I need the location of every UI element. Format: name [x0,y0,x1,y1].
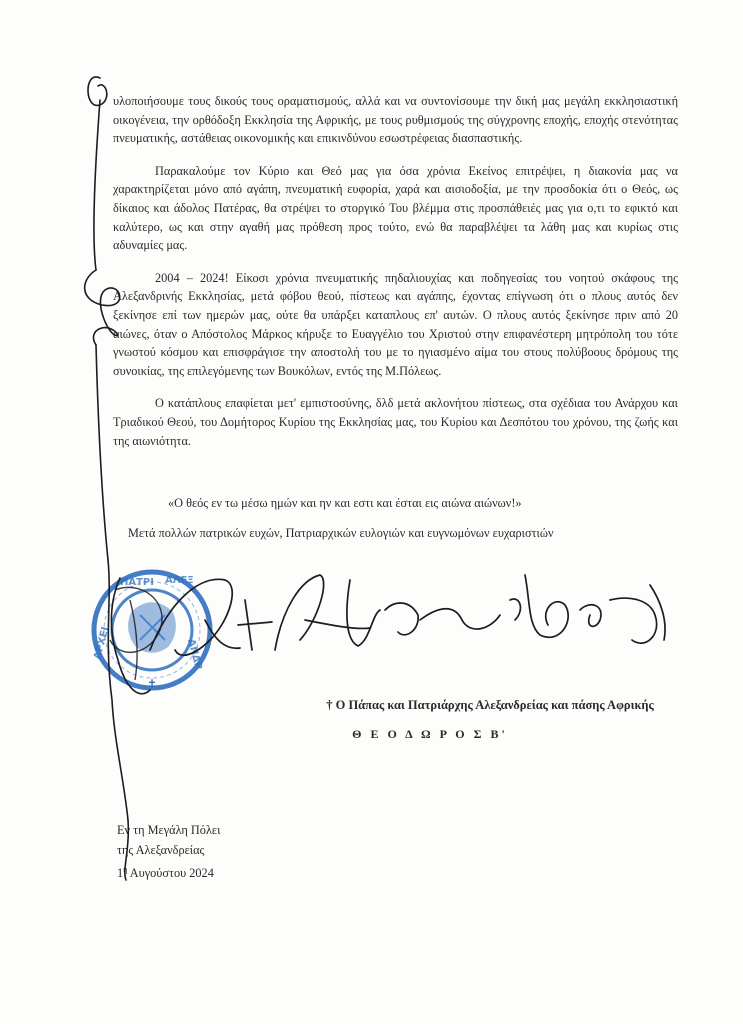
place-line-2: της Αλεξανδρείας [117,843,205,857]
svg-text:✝: ✝ [147,677,158,691]
signatory-title: † Ο Πάπας και Πατριάρχης Αλεξανδρείας και πάσης Αφρικής [326,698,654,712]
paragraph-1: υλοποιήσουμε τους δικούς τους οραματισμούς, αλλά και να συντονίσουμε την δική μας μεγάλη εκκλησιαστική οικογένεια, την ορθόδοξη Εκκλησία της Αφρικής, με τους ρυθμισμούς της σύγχρονης εποχής, εποχής στενότητας πνευματικής, αστάθειας οικονομικής και επικινδύνου εσωστρέφειας διασπαστικής. [113,94,678,146]
closing-salutation: Μετά πολλών πατρικών ευχών, Πατριαρχικών ευλογιών και ευγνωμόνων ευχαριστιών [128,526,554,540]
paragraph-4: Ο κατάπλους επαφίεται μετ' εμπιστοσύνης, δλδ μετά ακλονήτου πίστεως, στα σχέδιαα του Ανάρχου και Τριαδικού Θεού, του Δομήτορος Κυρίου της Εκκλησίας μας, του Κυρίου και Δεσπότου του χρόνου, της ζωής και της αιωνιότητα. [113,396,678,448]
date-month-year: Αυγούστου 2024 [127,866,214,881]
place-line-1: Εν τη Μεγάλη Πόλει [117,823,221,837]
handwritten-signature [150,575,665,655]
date-day: 1 [117,866,124,881]
margin-flourish-signature [85,77,150,880]
signatory-name: Θ Ε Ο Δ Ω Ρ Ο Σ Β' [352,727,508,741]
paragraph-3: 2004 – 2024! Είκοσι χρόνια πνευματικής πηδαλιουχίας και ποδηγεσίας του νοητού σκάφους της Αλεξανδρινής Εκκλησίας, μετά φόβου θεού, πίστεως και αγάπης, έχοντας επίγνωση ότι ο πλους αυτός δεν ξεκίνησε επί των ημερών μας, ούτε θα υπάρξει καταπλους επ' αυτών. Ο πλους αυτός ξεκίνησε πριν από 20 αιώνες, όταν ο Απόστολος Μάρκος κήρυξε το Ευαγγέλιο του Χριστού στην επιφανέστερη μητρόπολη του τότε γνωστού κόσμου και επισφράγισε την αποστολή του με το ηγιασμένο αίμα του στους πολύβοους δρόμους της συνοικίας, της επιλεγόμενης των Βουκόλων, εντός της Μ.Πόλεως. [113,270,678,378]
paragraph-2: Παρακαλούμε τον Κύριο και Θεό μας για όσα χρόνια Εκείνος επιτρέψει, η διακονία μας να χαρακτηρίζεται μόνο από αγάπη, πνευματική ευφορία, χαρά και αισιοδοξία, με την προσδοκία ότι ο Θεός, ως δίκαιος και άδολος Πατέρας, θα στρέψει το στοργικό Του βλέμμα στις προσπάθειές μας για ο,τι το εφικτό και καλύτερο, ως και στην αγαθή μας πρόθεση προς τούτο, ενώ θα παραβλέψει τα λάθη μας και κυρίως στις αδυναμίες μας. [113,163,678,253]
svg-text:ΑΡΧΕΙ: ΑΡΧΕΙ [92,625,112,661]
doxology-quote: «Ο θεός εν τω μέσω ημών και ην και εστι και έσται εις αιώνα αιώνων!» [168,496,522,510]
date-day-suffix: η [123,865,128,874]
svg-text:ΑΝΔΡ: ΑΝΔΡ [185,637,204,671]
svg-text:ΑΛΕΞ: ΑΛΕΞ [165,575,194,586]
svg-text:ΠΑΤΡΙ: ΠΑΤΡΙ [120,577,154,588]
